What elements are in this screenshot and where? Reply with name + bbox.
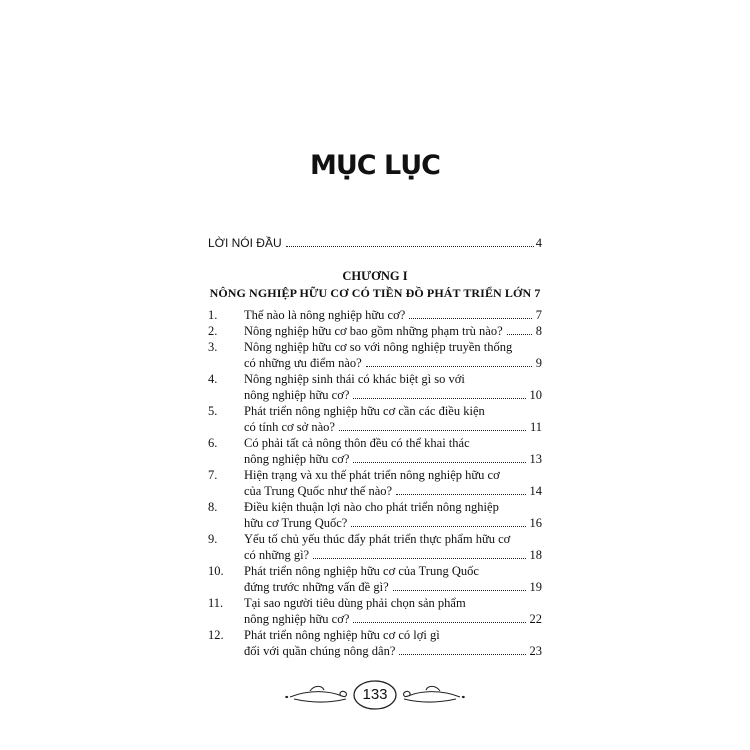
entry-title: Hiện trạng và xu thế phát triển nông nghiệp hữu cơ [244, 468, 500, 482]
entry-title-cont: của Trung Quốc như thế nào? [244, 484, 393, 498]
entry-page: 8 [535, 324, 542, 338]
entry-number: 5. [208, 404, 218, 418]
entry-page: 11 [529, 420, 542, 434]
entry-page: 13 [529, 452, 542, 466]
entry-title: Nông nghiệp sinh thái có khác biệt gì so với [244, 372, 465, 386]
dot-leader [396, 494, 525, 495]
entry-number: 1. [208, 308, 218, 322]
toc-entry[interactable] [208, 403, 542, 435]
entry-title-cont: đứng trước những vấn đề gì? [244, 580, 389, 594]
entry-title: Phát triển nông nghiệp hữu cơ của Trung Quốc [244, 564, 479, 578]
dot-leader [351, 526, 525, 527]
chapter-header [208, 268, 542, 302]
entry-title-cont: hữu cơ Trung Quốc? [244, 516, 348, 530]
entry-number: 12. [208, 628, 224, 642]
entry-number: 11. [208, 596, 224, 610]
entry-page: 22 [529, 612, 542, 626]
entry-body [244, 403, 542, 435]
entry-number: 6. [208, 436, 218, 450]
toc-entry[interactable] [208, 499, 542, 531]
dot-leader [353, 398, 525, 399]
toc-entry[interactable] [208, 563, 542, 595]
entry-page: 10 [529, 388, 542, 402]
chapter-heading: CHƯƠNG I [342, 269, 408, 283]
entry-title: Điều kiện thuận lợi nào cho phát triển nông nghiệp [244, 500, 499, 514]
dot-leader [286, 246, 534, 247]
dot-leader [366, 366, 532, 367]
entry-title: Yếu tố chủ yếu thúc đẩy phát triển thực phẩm hữu cơ [244, 532, 511, 546]
entry-page: 14 [529, 484, 542, 498]
dot-leader [507, 334, 532, 335]
entry-number: 4. [208, 372, 218, 386]
entry-body [244, 323, 542, 339]
toc-entry[interactable] [208, 595, 542, 627]
dot-leader [393, 590, 526, 591]
entry-body [244, 435, 542, 467]
entry-number: 8. [208, 500, 218, 514]
entry-body [244, 531, 542, 563]
entry-body [244, 307, 542, 323]
entry-number: 3. [208, 340, 218, 354]
entry-title-cont: có những gì? [244, 548, 310, 562]
entry-body [244, 339, 542, 371]
dot-leader [339, 430, 526, 431]
entry-title-cont: nông nghiệp hữu cơ? [244, 388, 350, 402]
entry-body [244, 371, 542, 403]
chapter-subtitle: NÔNG NGHIỆP HỮU CƠ CÓ TIỀN ĐỒ PHÁT TRIỂN LỚN 7 [209, 286, 541, 300]
entry-number: 7. [208, 468, 218, 482]
entry-title: Thế nào là nông nghiệp hữu cơ? [244, 308, 406, 322]
entry-title: Phát triển nông nghiệp hữu cơ có lợi gì [244, 628, 440, 642]
toc-entry[interactable] [208, 371, 542, 403]
entry-page: 16 [529, 516, 542, 530]
toc-entry[interactable] [208, 627, 542, 659]
toc-entry[interactable] [208, 339, 542, 371]
toc-entry[interactable] [208, 467, 542, 499]
dot-leader [399, 654, 525, 655]
entry-title: Nông nghiệp hữu cơ bao gồm những phạm trù nào? [244, 324, 503, 338]
intro-label: LỜI NÓI ĐẦU [208, 236, 282, 250]
toc-entry[interactable] [208, 323, 542, 339]
entry-body [244, 627, 542, 659]
dot-leader [353, 462, 525, 463]
entry-page: 7 [535, 308, 542, 322]
dot-leader [313, 558, 525, 559]
entry-title: Tại sao người tiêu dùng phải chọn sản phẩm [244, 596, 466, 610]
entry-page: 23 [529, 644, 542, 658]
entry-title: Có phải tất cả nông thôn đều có thể khai thác [244, 436, 470, 450]
entry-title-cont: nông nghiệp hữu cơ? [244, 452, 350, 466]
entry-title-cont: đối với quần chúng nông dân? [244, 644, 396, 658]
entry-number: 10. [208, 564, 224, 578]
intro-page: 4 [535, 236, 542, 250]
page-title: MỤC LỤC [310, 150, 440, 181]
entry-number: 2. [208, 324, 218, 338]
entry-body [244, 595, 542, 627]
entry-body [244, 467, 542, 499]
toc-entry-intro[interactable] [208, 236, 542, 251]
entry-title-cont: nông nghiệp hữu cơ? [244, 612, 350, 626]
toc-entry[interactable] [208, 307, 542, 323]
entry-body [244, 499, 542, 531]
toc-list [208, 307, 542, 659]
page-number: 133 [362, 686, 388, 703]
entry-title: Nông nghiệp hữu cơ so với nông nghiệp truyền thống [244, 340, 513, 354]
entry-body [244, 563, 542, 595]
entry-page: 19 [529, 580, 542, 594]
entry-title: Phát triển nông nghiệp hữu cơ cần các điều kiện [244, 404, 485, 418]
entry-page: 18 [529, 548, 542, 562]
toc-entry[interactable] [208, 531, 542, 563]
toc-entry[interactable] [208, 435, 542, 467]
entry-title-cont: có những ưu điểm nào? [244, 356, 362, 370]
entry-page: 9 [535, 356, 542, 370]
entry-number: 9. [208, 532, 218, 546]
dot-leader [409, 318, 531, 319]
dot-leader [353, 622, 525, 623]
entry-title-cont: có tính cơ sở nào? [244, 420, 335, 434]
